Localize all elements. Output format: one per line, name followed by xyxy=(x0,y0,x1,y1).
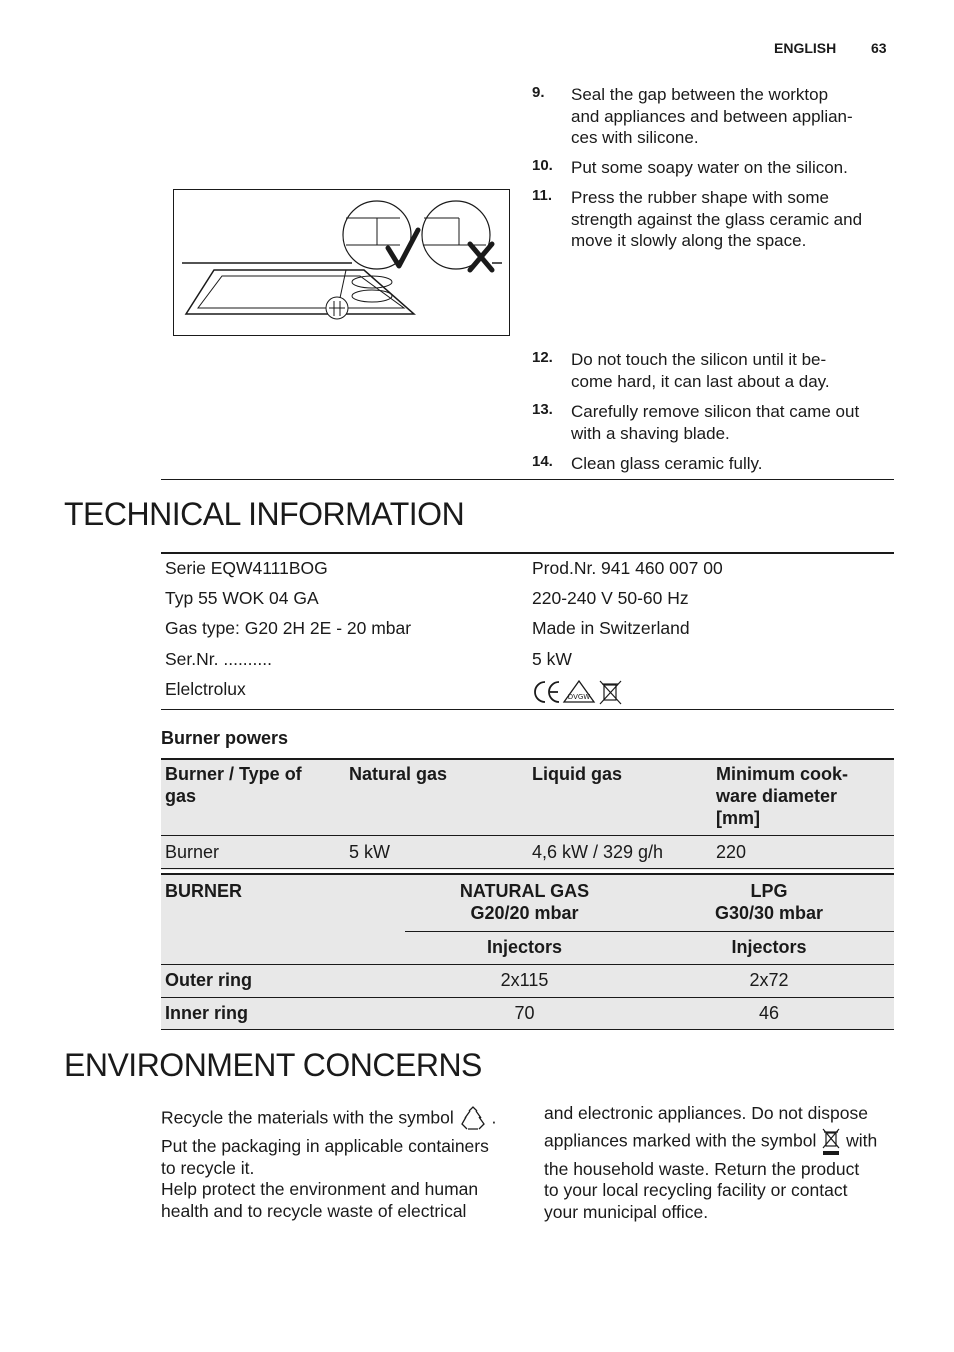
step-14 xyxy=(532,453,892,475)
step-number: 12. xyxy=(532,349,553,366)
spec-ser-nr: Ser.Nr. .......... xyxy=(165,649,272,669)
spec-origin: Made in Switzerland xyxy=(532,618,690,638)
text-line: the household waste. Return the product xyxy=(544,1158,860,1179)
header-rule xyxy=(161,835,894,836)
text-line: your municipal office. xyxy=(544,1201,709,1222)
header-min-diameter xyxy=(716,763,848,829)
row-rule xyxy=(161,964,894,965)
text-line: to your local recycling facility or contact xyxy=(544,1180,848,1200)
crossed-bin-icon xyxy=(821,1128,841,1156)
ce-mark-icon xyxy=(535,682,559,702)
subheader-natural-injectors: Injectors xyxy=(486,937,563,957)
row-inner-ring-lpg: 46 xyxy=(758,1003,780,1023)
step-text-line: Put some soapy water on the silicon. xyxy=(571,158,848,177)
row-inner-ring-natural: 70 xyxy=(514,1003,535,1023)
cell-liquid-gas-power: 4,6 kW / 329 g/h xyxy=(532,842,664,862)
silicone-seal-illustration xyxy=(173,189,510,336)
table-top-rule xyxy=(161,873,894,875)
row-outer-ring-label: Outer ring xyxy=(165,970,253,990)
recycle-text: Recycle the materials with the symbol xyxy=(161,1107,454,1128)
crossed-bin-icon xyxy=(600,681,621,704)
specs-top-rule xyxy=(161,552,894,554)
step-text-line: move it slowly along the space. xyxy=(571,231,807,250)
text-line-with-icon xyxy=(544,1128,904,1156)
header-line: [mm] xyxy=(716,808,760,828)
subheader-rule xyxy=(405,931,894,932)
step-number: 10. xyxy=(532,157,553,174)
step-text-line: Do not touch the silicon until it be- xyxy=(571,350,827,369)
step-text-line: Seal the gap between the worktop xyxy=(571,85,829,104)
row-rule xyxy=(161,997,894,998)
section-divider xyxy=(161,479,894,480)
injectors-table xyxy=(161,873,894,1030)
header-lpg xyxy=(651,880,887,924)
spec-serie: Serie EQW4111BOG xyxy=(165,558,328,578)
table-top-rule xyxy=(161,758,894,760)
row-inner-ring-label: Inner ring xyxy=(165,1003,249,1023)
svg-text:DVGW: DVGW xyxy=(567,693,591,701)
header-line: G20/20 mbar xyxy=(470,903,579,923)
disposal-text-end: with xyxy=(846,1130,878,1151)
step-text-line: come hard, it can last about a day. xyxy=(571,371,830,391)
recycle-paragraph xyxy=(161,1106,521,1132)
spec-power: 5 kW xyxy=(532,649,572,669)
step-text-line: with a shaving blade. xyxy=(571,423,730,443)
header-line: G30/30 mbar xyxy=(714,903,824,923)
step-text-line: Press the rubber shape with some xyxy=(571,188,829,207)
header-liquid-gas: Liquid gas xyxy=(532,764,622,784)
header-natural-gas xyxy=(406,880,643,924)
step-text-line: Clean glass ceramic fully. xyxy=(571,454,763,473)
text-line: Help protect the environment and human xyxy=(161,1179,479,1199)
header-line: ware diameter xyxy=(716,786,838,806)
table-bottom-rule xyxy=(161,1029,894,1030)
specs-bottom-rule xyxy=(161,709,894,710)
text-line: and electronic appliances. Do not dispose xyxy=(544,1103,868,1123)
text-line: health and to recycle waste of electrical xyxy=(161,1200,467,1221)
step-number: 13. xyxy=(532,401,553,418)
spec-prod-nr: Prod.Nr. 941 460 007 00 xyxy=(532,558,723,578)
text-line: to recycle it. xyxy=(161,1157,255,1178)
subheader-lpg-injectors: Injectors xyxy=(731,937,807,957)
page-number: 63 xyxy=(871,40,887,56)
header-line: gas xyxy=(165,786,197,806)
cell-burner: Burner xyxy=(165,842,220,862)
step-text-line: Carefully remove silicon that came out xyxy=(571,402,860,421)
step-11 xyxy=(532,187,892,252)
technical-information-heading: TECHNICAL INFORMATION xyxy=(64,496,465,532)
step-text-line: and appliances and between applian- xyxy=(571,106,853,126)
row-outer-ring-natural: 2x115 xyxy=(500,970,549,990)
header-burner: BURNER xyxy=(165,881,243,901)
header-line: NATURAL GAS xyxy=(459,881,590,901)
burner-powers-table xyxy=(161,758,894,870)
header-line: Minimum cook- xyxy=(716,764,849,784)
step-number: 14. xyxy=(532,453,553,470)
step-12 xyxy=(532,349,892,392)
environment-concerns-heading: ENVIRONMENT CONCERNS xyxy=(64,1047,482,1083)
dvgw-triangle-icon xyxy=(564,681,594,702)
language-label: ENGLISH xyxy=(774,40,837,56)
header-line: LPG xyxy=(750,881,788,901)
step-9 xyxy=(532,84,892,149)
spec-voltage: 220-240 V 50-60 Hz xyxy=(532,588,689,608)
step-text-line: ces with silicone. xyxy=(571,128,699,147)
spec-brand: Elelctrolux xyxy=(165,679,246,699)
disposal-text: appliances marked with the symbol xyxy=(544,1130,817,1151)
worktop-diagram-icon xyxy=(174,190,509,335)
table-bottom-rule xyxy=(161,868,894,869)
text-line: Put the packaging in applicable containers xyxy=(161,1136,489,1156)
recycle-icon xyxy=(459,1106,487,1132)
header-natural-gas: Natural gas xyxy=(349,764,448,784)
packaging-paragraph xyxy=(161,1136,521,1222)
spec-gas-type: Gas type: G20 2H 2E - 20 mbar xyxy=(165,618,412,638)
row-outer-ring-lpg: 2x72 xyxy=(749,970,789,990)
step-number: 9. xyxy=(532,84,545,101)
header-line: Burner / Type of xyxy=(165,764,302,784)
spec-typ: Typ 55 WOK 04 GA xyxy=(165,588,319,608)
recycle-text-end: . xyxy=(491,1107,497,1128)
step-10 xyxy=(532,157,892,179)
burner-powers-heading: Burner powers xyxy=(161,728,289,748)
cell-min-diameter: 220 xyxy=(716,842,747,862)
step-13 xyxy=(532,401,892,444)
step-number: 11. xyxy=(532,187,553,204)
header-burner-type xyxy=(165,763,302,807)
step-text-line: strength against the glass ceramic and xyxy=(571,209,863,229)
certification-marks xyxy=(532,679,627,705)
cell-natural-gas-power: 5 kW xyxy=(349,842,391,862)
disposal-paragraph xyxy=(544,1103,904,1223)
